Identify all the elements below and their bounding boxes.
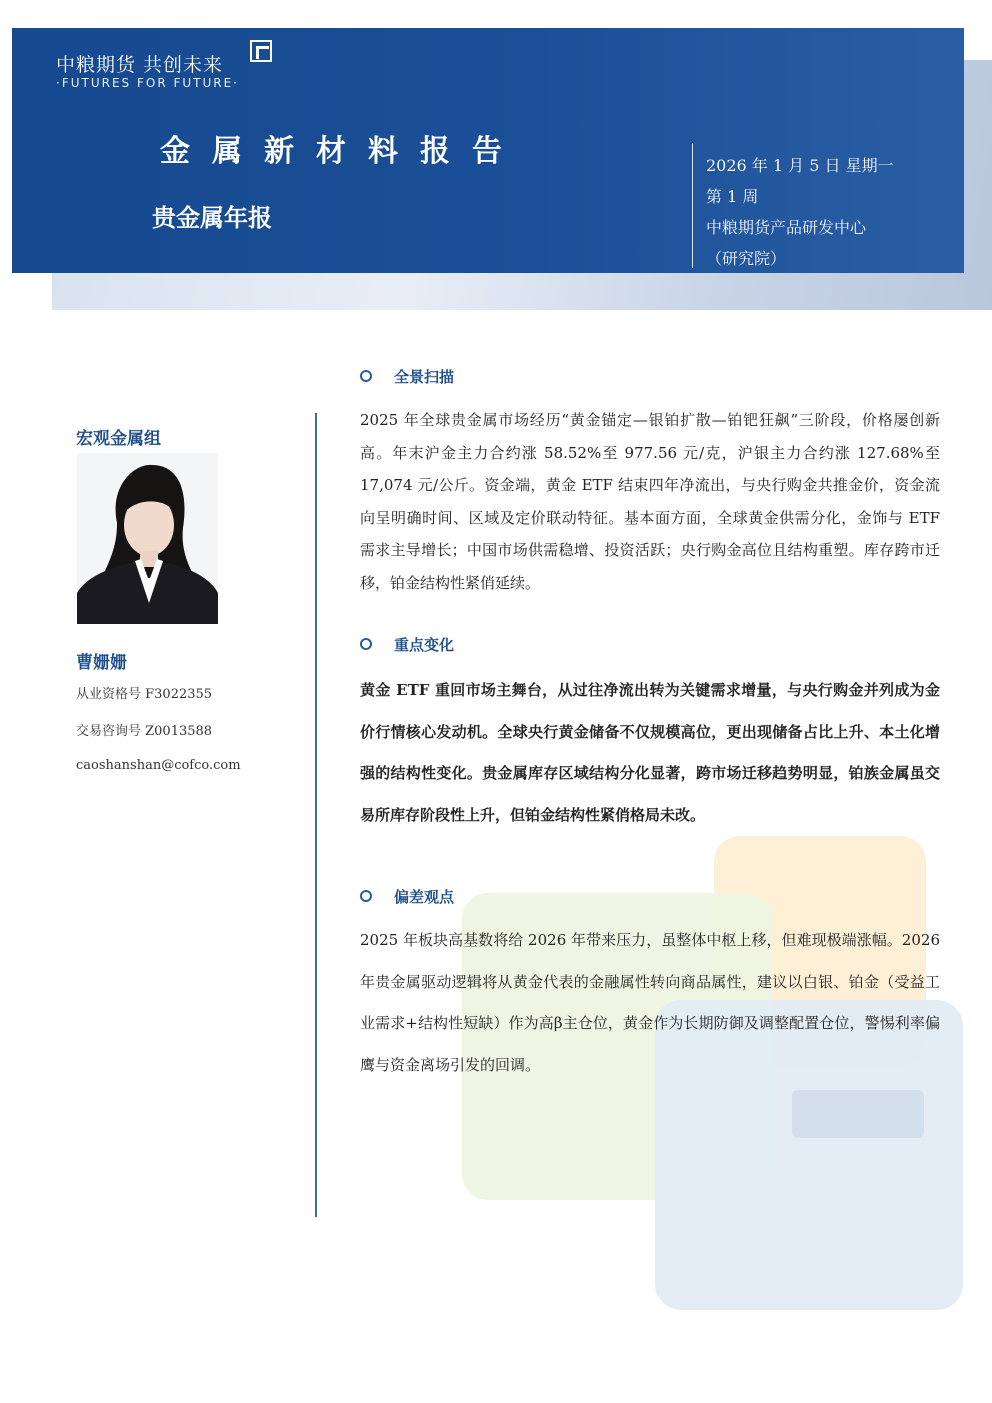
section-body-overview: 2025 年全球贵金属市场经历“黄金锚定—银铂扩散—铂钯狂飙”三阶段，价格屡创新高。年末沪金主力合约涨 58.52%至 977.56 元/克，沪银主力合约涨 127.68%至 17,074 元/公斤。资金端，黄金 ETF 结束四年净流出，与央行购金共推金价，资金流向呈明确时间、区域及定价联动特征。基本面方面，全球黄金供需分化，金饰与 ETF 需求主导增长；中国市场供需稳增、投资活跃；央行购金高位且结构重塑。库存跨市迁移，铂金结构性紧俏延续。 — [360, 411, 940, 592]
section-title: 重点变化 — [394, 636, 455, 654]
header-banner — [12, 28, 964, 273]
logo-icon — [250, 40, 272, 62]
report-meta — [706, 150, 894, 274]
section-body-key-changes: 黄金 ETF 重回市场主舞台，从过往净流出转为关键需求增量，与央行购金并列成为金价行情核心发动机。全球央行黄金储备不仅规模高位，更出现储备占比上升、本土化增强的结构性变化。贵金属库存区域结构分化显著，跨市场迁移趋势明显，铂族金属虽交易所库存阶段性上升，但铂金结构性紧俏格局未改。 — [360, 681, 940, 824]
portrait-icon — [77, 453, 218, 624]
license-number: 从业资格号 F3022355 — [76, 687, 213, 702]
analyst-name: 曹姗姗 — [76, 653, 127, 673]
report-org: 中粮期货产品研发中心 — [706, 218, 867, 237]
decor-inner-rect — [792, 1090, 924, 1138]
report-org-sub: （研究院） — [706, 249, 787, 268]
logo-text: 中粮期货 共创未来 — [56, 54, 224, 76]
logo-subtext: ·FUTURES FOR FUTURE· — [56, 76, 239, 90]
analyst-email[interactable]: caoshanshan@cofco.com — [76, 758, 241, 773]
bullet-circle-icon — [360, 890, 372, 902]
bullet-circle-icon — [360, 370, 372, 382]
report-subtitle: 贵金属年报 — [152, 203, 272, 232]
report-date: 2026 年 1 月 5 日 星期一 — [706, 156, 894, 175]
meta-divider — [692, 143, 693, 268]
section-title: 偏差观点 — [394, 888, 455, 906]
bullet-circle-icon — [360, 638, 372, 650]
report-title: 金属新材料报告 — [160, 134, 524, 169]
section-title: 全景扫描 — [394, 368, 455, 386]
sidebar-divider — [315, 413, 317, 1217]
section-body-deviation: 2025 年板块高基数将给 2026 年带来压力，虽整体中枢上移，但难现极端涨幅。2026 年贵金属驱动逻辑将从黄金代表的金融属性转向商品属性，建议以白银、铂金（受益工业需求+结构性短缺）作为高β主仓位，黄金作为长期防御及调整配置仓位，警惕利率偏鹰与资金离场引发的回调。 — [360, 931, 940, 1074]
research-group: 宏观金属组 — [76, 429, 161, 449]
analyst-photo — [77, 453, 218, 624]
consult-number: 交易咨询号 Z0013588 — [76, 724, 213, 739]
report-week: 第 1 周 — [706, 187, 759, 206]
